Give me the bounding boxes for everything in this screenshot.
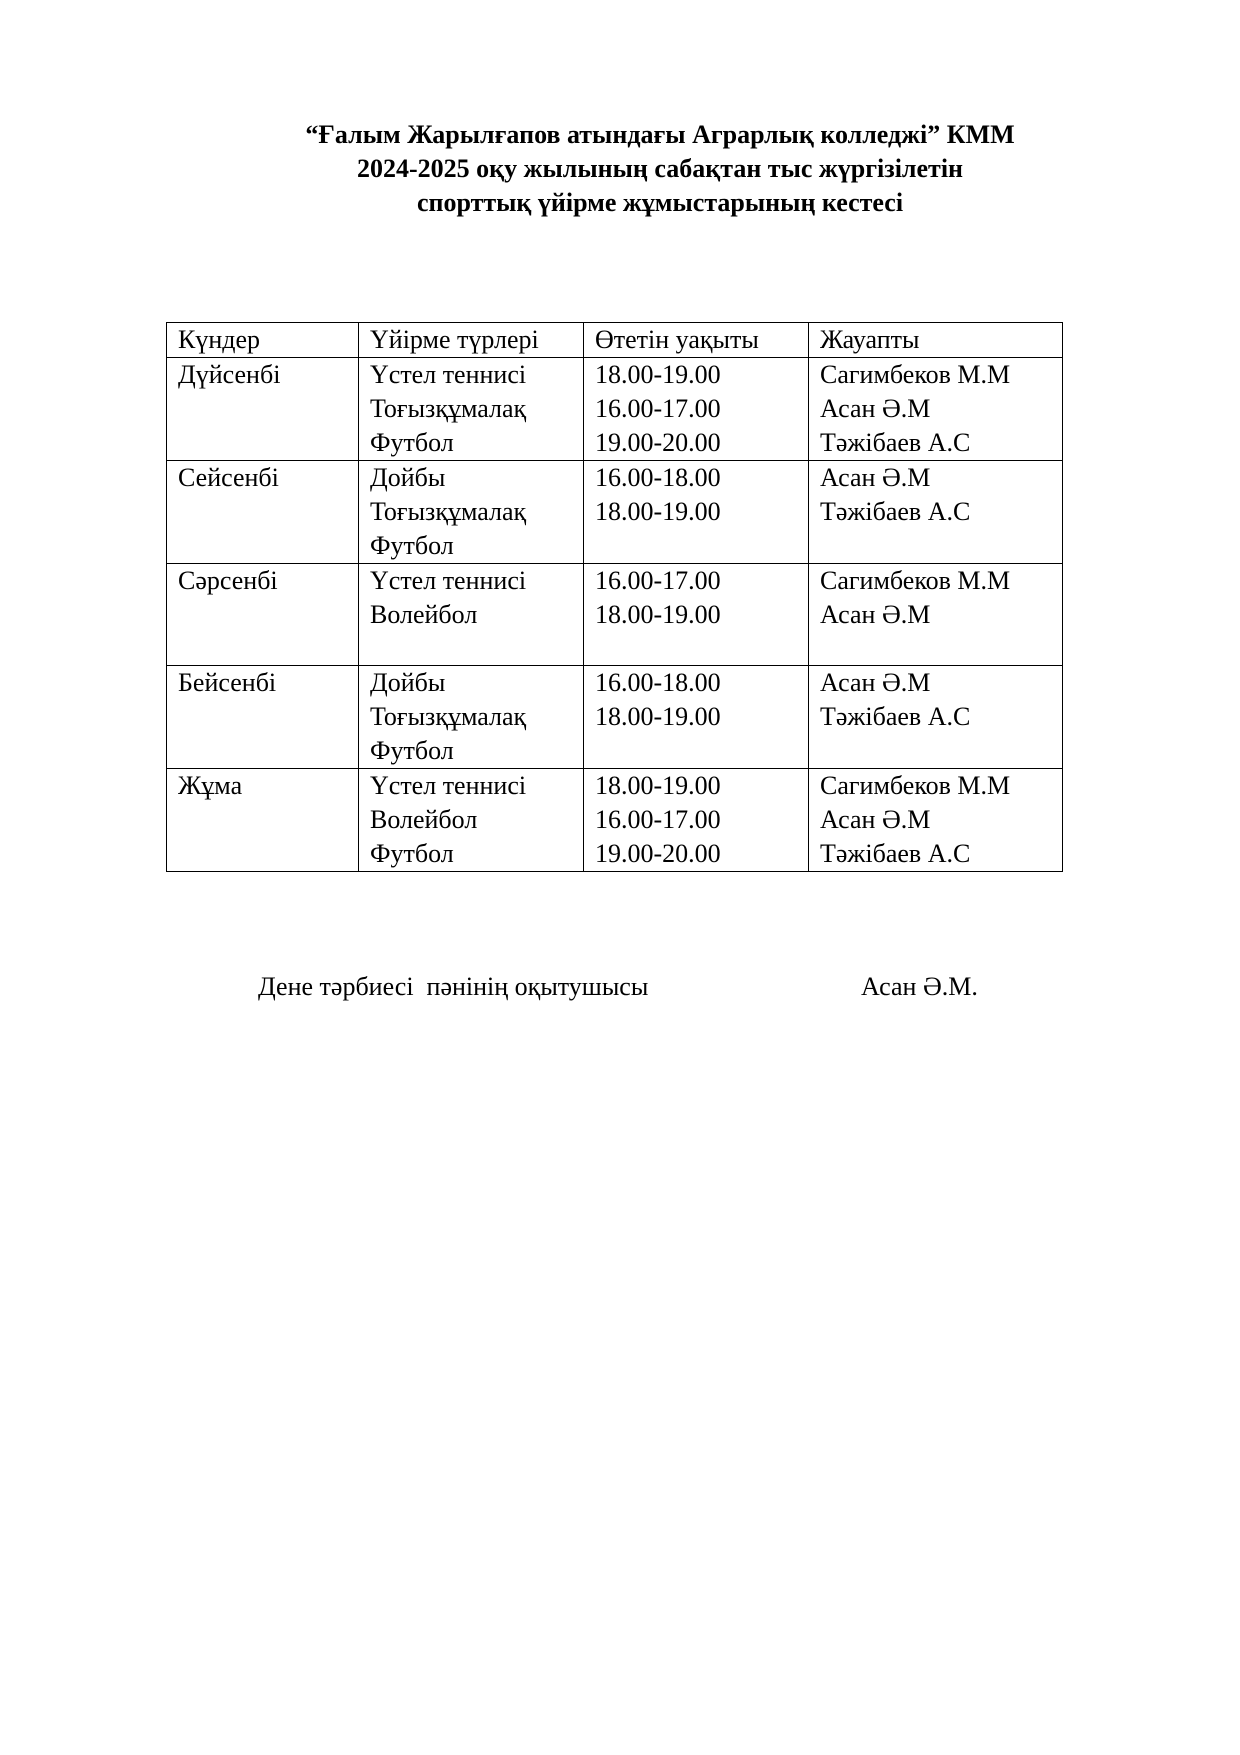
responsible-cell-line: Асан Ә.М [820, 463, 931, 492]
activities-cell-line: Футбол [370, 736, 454, 765]
responsible-cell-line: Сагимбеков М.М [820, 771, 1011, 800]
activities-cell-line: Үстел теннисі [370, 360, 527, 389]
day-label: Сейсенбі [178, 463, 279, 492]
activities-cell-line: Үстел теннисі [370, 566, 527, 595]
responsible-cell-line: Тәжібаев А.С [820, 497, 971, 526]
time-cell-line: 18.00-19.00 [595, 600, 721, 629]
activities-cell-line: Футбол [370, 531, 454, 560]
table-row [167, 358, 1063, 461]
day-label: Бейсенбі [178, 668, 277, 697]
signature-role: Дене тәрбиесі пәнінің оқытушысы [258, 972, 649, 1001]
table-header-row [167, 323, 1063, 358]
time-cell [584, 666, 809, 769]
responsible-cell [809, 461, 1063, 564]
time-cell-line: 16.00-17.00 [595, 394, 721, 423]
time-cell-line: 18.00-19.00 [595, 360, 721, 389]
responsible-cell-line: Тәжібаев А.С [820, 702, 971, 731]
time-cell [584, 461, 809, 564]
responsible-cell [809, 666, 1063, 769]
time-cell-line: 16.00-18.00 [595, 668, 721, 697]
activities-cell-line: Үстел теннисі [370, 771, 527, 800]
title-line-1: “Ғалым Жарылғапов атындағы Аграрлық колледжі” КММ [305, 120, 1015, 149]
responsible-cell-line: Сагимбеков М.М [820, 360, 1011, 389]
day-label: Сәрсенбі [178, 566, 278, 595]
table-row [167, 461, 1063, 564]
activities-cell-line: Футбол [370, 428, 454, 457]
title-line-3: спорттық үйірме жұмыстарының кестесі [416, 188, 904, 217]
time-cell-line: 19.00-20.00 [595, 839, 721, 868]
column-header-days: Күндер [167, 323, 359, 358]
activities-cell-line: Волейбол [370, 805, 478, 834]
activities-cell [359, 666, 584, 769]
title-line-2: 2024-2025 оқу жылының сабақтан тыс жүргізілетін [356, 154, 964, 183]
time-cell-line: 18.00-19.00 [595, 497, 721, 526]
document-title [180, 118, 1140, 220]
table-row [167, 666, 1063, 769]
day-cell [167, 564, 359, 666]
signature-name: Асан Ә.М. [861, 972, 978, 1001]
responsible-cell-line: Асан Ә.М [820, 394, 931, 423]
time-cell-line: 16.00-17.00 [595, 805, 721, 834]
responsible-cell-line: Тәжібаев А.С [820, 839, 971, 868]
responsible-cell-line: Сагимбеков М.М [820, 566, 1011, 595]
responsible-cell [809, 564, 1063, 666]
column-header-activities: Үйірме түрлері [359, 323, 584, 358]
day-label: Жұма [178, 771, 243, 800]
time-cell-line: 18.00-19.00 [595, 771, 721, 800]
day-cell [167, 461, 359, 564]
activities-cell-line: Футбол [370, 839, 454, 868]
schedule-body [167, 358, 1063, 872]
time-cell [584, 358, 809, 461]
responsible-cell-line: Асан Ә.М [820, 805, 931, 834]
activities-cell [359, 358, 584, 461]
day-cell [167, 769, 359, 872]
table-row [167, 769, 1063, 872]
time-cell-line: 19.00-20.00 [595, 428, 721, 457]
responsible-cell-line: Асан Ә.М [820, 668, 931, 697]
activities-cell [359, 461, 584, 564]
day-label: Дүйсенбі [178, 360, 281, 389]
activities-cell-line: Тоғызқұмалақ [370, 394, 527, 423]
time-cell-line: 18.00-19.00 [595, 702, 721, 731]
schedule-table [166, 322, 1063, 872]
time-cell-line: 16.00-18.00 [595, 463, 721, 492]
column-header-time: Өтетін уақыты [584, 323, 809, 358]
responsible-cell [809, 358, 1063, 461]
column-header-responsible: Жауапты [809, 323, 1063, 358]
responsible-cell-line: Тәжібаев А.С [820, 428, 971, 457]
activities-cell [359, 564, 584, 666]
activities-cell-line: Тоғызқұмалақ [370, 702, 527, 731]
day-cell [167, 666, 359, 769]
activities-cell-line: Дойбы [370, 463, 446, 492]
activities-cell-line: Тоғызқұмалақ [370, 497, 527, 526]
table-row [167, 564, 1063, 666]
activities-cell-line: Волейбол [370, 600, 478, 629]
time-cell [584, 769, 809, 872]
activities-cell-line: Дойбы [370, 668, 446, 697]
activities-cell [359, 769, 584, 872]
time-cell [584, 564, 809, 666]
time-cell-line: 16.00-17.00 [595, 566, 721, 595]
responsible-cell-line: Асан Ә.М [820, 600, 931, 629]
day-cell [167, 358, 359, 461]
responsible-cell [809, 769, 1063, 872]
